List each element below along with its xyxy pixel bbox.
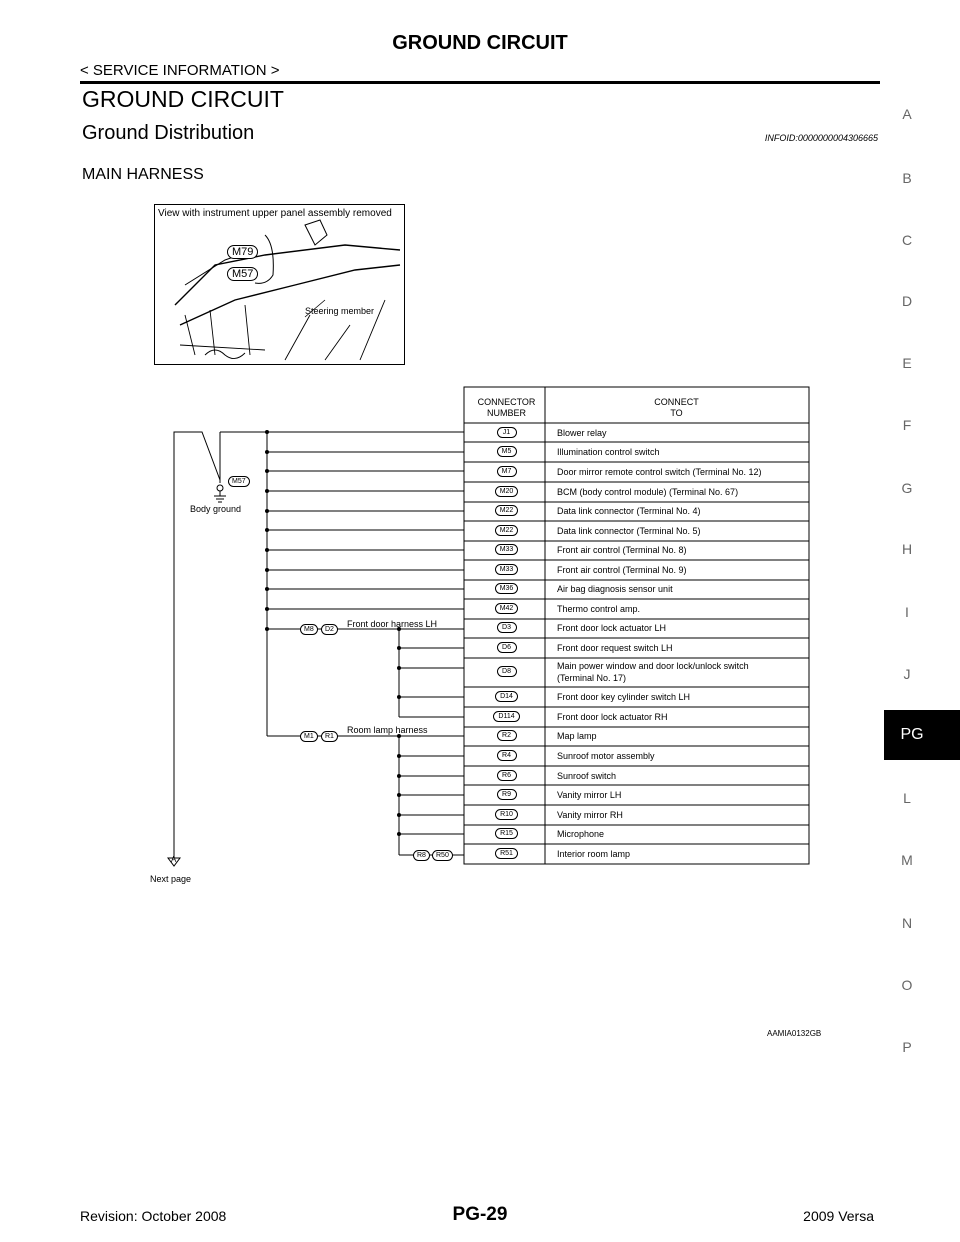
footer-model: 2009 Versa — [803, 1208, 874, 1224]
row-description: Main power window and door lock/unlock switch (Terminal No. 17) — [557, 661, 749, 683]
front-door-harness-label: Front door harness LH — [347, 619, 438, 629]
harness-badge: R50 — [432, 850, 453, 861]
row-description: Vanity mirror RH — [557, 810, 623, 820]
side-index-letter[interactable]: J — [903, 666, 911, 682]
inset-connector-badge: M57 — [227, 267, 258, 281]
section-subtitle: Ground Distribution — [82, 122, 255, 144]
row-description: BCM (body control module) (Terminal No. 67) — [557, 487, 739, 497]
body-ground-label: Body ground — [190, 504, 242, 514]
row-description: Sunroof switch — [557, 771, 617, 781]
row-connector: D3 — [469, 622, 544, 633]
info-id: INFOID:0000000004306665 — [764, 133, 878, 143]
inset-caption: View with instrument upper panel assembly removed — [158, 208, 392, 219]
row-connector: R9 — [469, 789, 544, 800]
row-connector: M42 — [469, 603, 544, 614]
row-connector: M36 — [469, 583, 544, 594]
row-connector: M22 — [469, 525, 544, 536]
row-description: Door mirror remote control switch (Terminal No. 12) — [557, 467, 762, 477]
row-description: Data link connector (Terminal No. 4) — [557, 506, 701, 516]
row-description: Interior room lamp — [557, 849, 631, 859]
row-description: Illumination control switch — [557, 447, 660, 457]
row-connector: M20 — [469, 486, 544, 497]
inset-connector-badge: M79 — [227, 245, 258, 259]
section-title: GROUND CIRCUIT — [82, 86, 284, 112]
side-index-letter[interactable]: G — [901, 480, 913, 496]
ground-connector-badge: M57 — [228, 476, 250, 487]
row-description: Vanity mirror LH — [557, 790, 622, 800]
row-description: Front air control (Terminal No. 8) — [557, 545, 687, 555]
harness-heading: MAIN HARNESS — [82, 166, 204, 183]
harness-badge: R1 — [321, 731, 338, 742]
inset-steering-label: Steering member — [305, 306, 375, 316]
room-lamp-harness-label: Room lamp harness — [347, 725, 428, 735]
harness-badge: R8 — [413, 850, 430, 861]
table-header-connector: CONNECTOR NUMBER — [477, 397, 536, 418]
row-connector: R10 — [469, 809, 544, 820]
row-description: Data link connector (Terminal No. 5) — [557, 526, 701, 536]
side-index-letter[interactable]: M — [901, 852, 913, 868]
row-connector: R2 — [469, 730, 544, 741]
side-index-letter[interactable]: L — [903, 790, 911, 806]
side-index-letter[interactable]: B — [902, 170, 912, 186]
harness-badge: M8 — [300, 624, 318, 635]
row-connector: D8 — [469, 666, 544, 677]
footer-revision: Revision: October 2008 — [80, 1208, 227, 1224]
row-connector: D14 — [469, 691, 544, 702]
side-index-letter[interactable]: A — [902, 106, 912, 122]
side-index-letter[interactable]: O — [901, 977, 913, 993]
side-index-letter[interactable]: D — [901, 293, 913, 309]
side-index-letter[interactable]: C — [901, 232, 913, 248]
page-header-subtitle: < SERVICE INFORMATION > — [80, 62, 280, 79]
row-connector: R6 — [469, 770, 544, 781]
row-description: Map lamp — [557, 731, 597, 741]
side-index-letter[interactable]: I — [905, 604, 909, 620]
footer-page-number: PG-29 — [452, 1204, 508, 1225]
side-index-letter[interactable]: H — [901, 541, 913, 557]
row-description: Front door lock actuator LH — [557, 623, 667, 633]
row-connector: J1 — [469, 427, 544, 438]
row-description: Front door key cylinder switch LH — [557, 692, 691, 702]
row-description: Front door lock actuator RH — [557, 712, 668, 722]
row-connector: M5 — [469, 446, 544, 457]
next-page-label: Next page — [150, 874, 192, 884]
page-header-title: GROUND CIRCUIT — [392, 32, 568, 54]
row-connector: R4 — [469, 750, 544, 761]
row-connector: M33 — [469, 544, 544, 555]
row-description: Front door request switch LH — [557, 643, 673, 653]
row-connector: M33 — [469, 564, 544, 575]
row-description: Thermo control amp. — [557, 604, 641, 614]
row-connector: M22 — [469, 505, 544, 516]
row-description: Blower relay — [557, 428, 607, 438]
figure-id: AAMIA0132GB — [767, 1029, 822, 1038]
harness-badge: D2 — [321, 624, 338, 635]
row-connector: R15 — [469, 828, 544, 839]
side-index-letter[interactable]: P — [902, 1039, 912, 1055]
harness-badge: M1 — [300, 731, 318, 742]
row-description: Microphone — [557, 829, 605, 839]
side-index-letter[interactable]: N — [901, 915, 913, 931]
next-page-marker: A — [171, 855, 177, 864]
row-connector: M7 — [469, 466, 544, 477]
row-connector: D114 — [469, 711, 544, 722]
side-index-letter[interactable]: F — [902, 417, 912, 433]
row-connector: D6 — [469, 642, 544, 653]
table-header-connect-to: CONNECT TO — [654, 397, 699, 418]
active-tab-label: PG — [900, 726, 924, 743]
row-description: Sunroof motor assembly — [557, 751, 655, 761]
side-index-letter[interactable]: E — [902, 355, 912, 371]
row-connector: R51 — [469, 848, 544, 859]
row-description: Front air control (Terminal No. 9) — [557, 565, 687, 575]
row-description: Air bag diagnosis sensor unit — [557, 584, 673, 594]
